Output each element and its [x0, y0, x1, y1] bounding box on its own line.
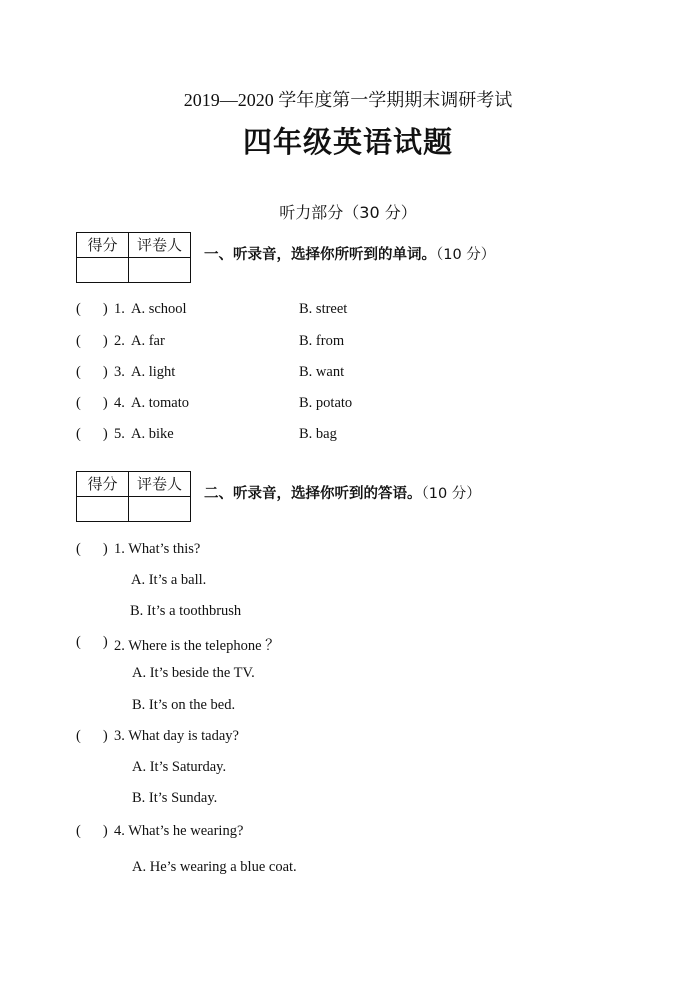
option-a: A. school — [131, 301, 187, 317]
option-a: A. It’s a ball. — [131, 572, 207, 588]
question-row — [0, 301, 696, 321]
answer-blank[interactable]: ( ) — [76, 823, 108, 839]
question-row — [0, 823, 696, 843]
score-table — [76, 232, 191, 283]
score-label: 得分 — [77, 233, 129, 258]
answer-blank[interactable]: ( ) — [76, 541, 108, 557]
score-cell[interactable] — [77, 258, 129, 283]
option-b: B. potato — [299, 395, 353, 411]
option-b: B. It’s a toothbrush — [130, 603, 242, 619]
section-points: （10 分） — [421, 486, 481, 502]
answer-blank[interactable]: ( ) — [76, 364, 108, 380]
option-b: B. It’s Sunday. — [132, 790, 218, 806]
option-a: A. tomato — [131, 395, 189, 411]
question-row — [0, 364, 696, 384]
question-text: 2. Where is the telephone ？ — [114, 638, 280, 654]
part-heading: 听力部分（30 分） — [279, 203, 417, 222]
question-text: 1. What’s this? — [114, 541, 201, 557]
section-points: （10 分） — [436, 247, 496, 263]
option-a: A. It’s Saturday. — [132, 759, 227, 775]
answer-blank[interactable]: ( ) — [76, 728, 108, 744]
question-row — [0, 395, 696, 415]
section-heading — [204, 243, 495, 264]
exam-title: 2019—2020 学年度第一学期期末调研考试 — [183, 90, 513, 110]
option-b: B. bag — [299, 426, 337, 442]
question-row — [0, 333, 696, 353]
grader-label: 评卷人 — [129, 233, 191, 258]
answer-blank[interactable]: ( ) — [76, 301, 108, 317]
question-row — [0, 541, 696, 561]
grader-label: 评卷人 — [129, 472, 191, 497]
option-b: B. street — [299, 301, 348, 317]
question-row — [0, 728, 696, 748]
question-row — [0, 426, 696, 446]
answer-blank[interactable]: ( ) — [76, 634, 108, 650]
option-a: A. bike — [131, 426, 174, 442]
grader-cell[interactable] — [129, 497, 191, 522]
question-number: 5. — [114, 426, 125, 442]
question-number: 2. — [114, 333, 125, 349]
option-b: B. It’s on the bed. — [132, 697, 236, 713]
question-number: 3. — [114, 364, 125, 380]
answer-blank[interactable]: ( ) — [76, 333, 108, 349]
option-a: A. far — [131, 333, 165, 349]
answer-blank[interactable]: ( ) — [76, 426, 108, 442]
score-label: 得分 — [77, 472, 129, 497]
answer-blank[interactable]: ( ) — [76, 395, 108, 411]
section-heading-text: 二、听录音，选择你听到的答语。 — [204, 486, 422, 502]
score-cell[interactable] — [77, 497, 129, 522]
question-number: 1. — [114, 301, 125, 317]
question-row — [0, 634, 696, 654]
exam-subtitle: 四年级英语试题 — [242, 125, 453, 159]
score-table — [76, 471, 191, 522]
option-a: A. It’s beside the TV. — [132, 665, 255, 681]
question-text: 4. What’s he wearing? — [114, 823, 244, 839]
option-a: A. light — [131, 364, 176, 380]
question-text: 3. What day is taday? — [114, 728, 239, 744]
option-b: B. from — [299, 333, 345, 349]
option-a: A. He’s wearing a blue coat. — [132, 859, 297, 875]
question-number: 4. — [114, 395, 125, 411]
option-b: B. want — [299, 364, 345, 380]
grader-cell[interactable] — [129, 258, 191, 283]
section-heading-text: 一、听录音，选择你所听到的单词。 — [204, 247, 436, 263]
section-heading — [204, 482, 481, 503]
